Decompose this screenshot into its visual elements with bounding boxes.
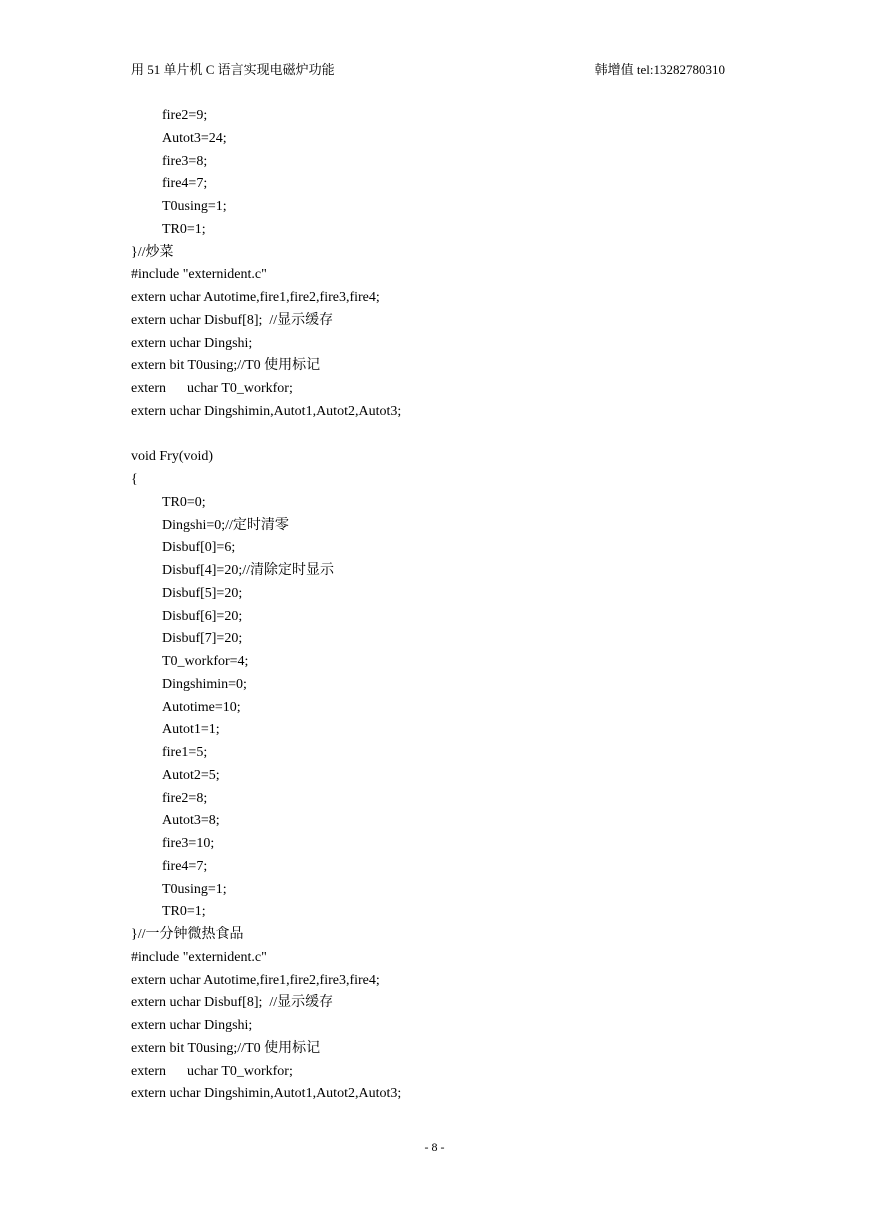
code-line xyxy=(131,424,751,447)
code-line: fire2=8; xyxy=(162,790,208,806)
header-divider xyxy=(127,81,727,82)
code-line: extern bit T0using;//T0 使用标记 xyxy=(131,358,321,374)
code-line: extern uchar Dingshi; xyxy=(131,1018,253,1033)
code-line: TR0=1; xyxy=(162,221,206,237)
page-number: - 8 - xyxy=(424,1140,445,1154)
code-line: Autot2=5; xyxy=(162,767,220,783)
code-line: TR0=0; xyxy=(162,494,206,510)
code-line: extern uchar Dingshimin,Autot1,Autot2,Autot3; xyxy=(131,1086,402,1102)
code-line: extern uchar Disbuf[8]; //显示缓存 xyxy=(131,995,334,1011)
code-line: extern uchar Disbuf[8]; //显示缓存 xyxy=(131,312,334,328)
code-line: Autot1=1; xyxy=(162,722,220,738)
code-line: fire4=7; xyxy=(162,176,208,192)
code-line: Disbuf[0]=6; xyxy=(162,540,236,556)
code-line: Autot3=8; xyxy=(162,813,220,829)
code-line: }//炒菜 xyxy=(131,244,174,260)
code-line: T0_workfor=4; xyxy=(162,654,249,669)
code-line: extern bit T0using;//T0 使用标记 xyxy=(131,1040,321,1056)
code-line: void Fry(void) xyxy=(131,449,214,465)
code-line: extern uchar Dingshi; xyxy=(131,335,253,351)
header-author: 韩增值 tel:13282780310 xyxy=(594,62,725,77)
code-line: fire2=9; xyxy=(162,108,208,123)
code-block xyxy=(131,105,751,1106)
code-line: Dingshi=0;//定时清零 xyxy=(162,517,289,533)
code-line: fire4=7; xyxy=(162,858,208,874)
code-line: fire3=10; xyxy=(162,836,215,851)
code-line: T0using=1; xyxy=(162,881,227,897)
code-line: Disbuf[7]=20; xyxy=(162,631,243,647)
code-line: T0using=1; xyxy=(162,199,227,214)
code-line: extern uchar Autotime,fire1,fire2,fire3,fire4; xyxy=(131,290,380,305)
code-line: }//一分钟微热食品 xyxy=(131,927,244,942)
code-line: #include "externident.c" xyxy=(131,949,267,965)
code-line: Disbuf[5]=20; xyxy=(162,585,243,601)
code-line: #include "externident.c" xyxy=(131,267,267,283)
code-line: Autot3=24; xyxy=(162,130,227,146)
code-line: extern uchar Autotime,fire1,fire2,fire3,fire4; xyxy=(131,972,380,988)
code-line: extern uchar T0_workfor; xyxy=(131,1063,293,1079)
code-line: Autotime=10; xyxy=(162,699,241,715)
code-line: { xyxy=(131,472,138,487)
code-line: TR0=1; xyxy=(162,904,206,920)
code-line: Dingshimin=0; xyxy=(162,676,247,692)
code-line: Disbuf[4]=20;//清除定时显示 xyxy=(162,563,334,578)
code-line: extern uchar Dingshimin,Autot1,Autot2,Autot3; xyxy=(131,403,402,419)
header-title: 用 51 单片机 C 语言实现电磁炉功能 xyxy=(131,62,335,77)
code-line: fire1=5; xyxy=(162,745,208,760)
code-line: fire3=8; xyxy=(162,153,208,169)
code-line: extern uchar T0_workfor; xyxy=(131,381,293,396)
code-line: Disbuf[6]=20; xyxy=(162,608,243,624)
